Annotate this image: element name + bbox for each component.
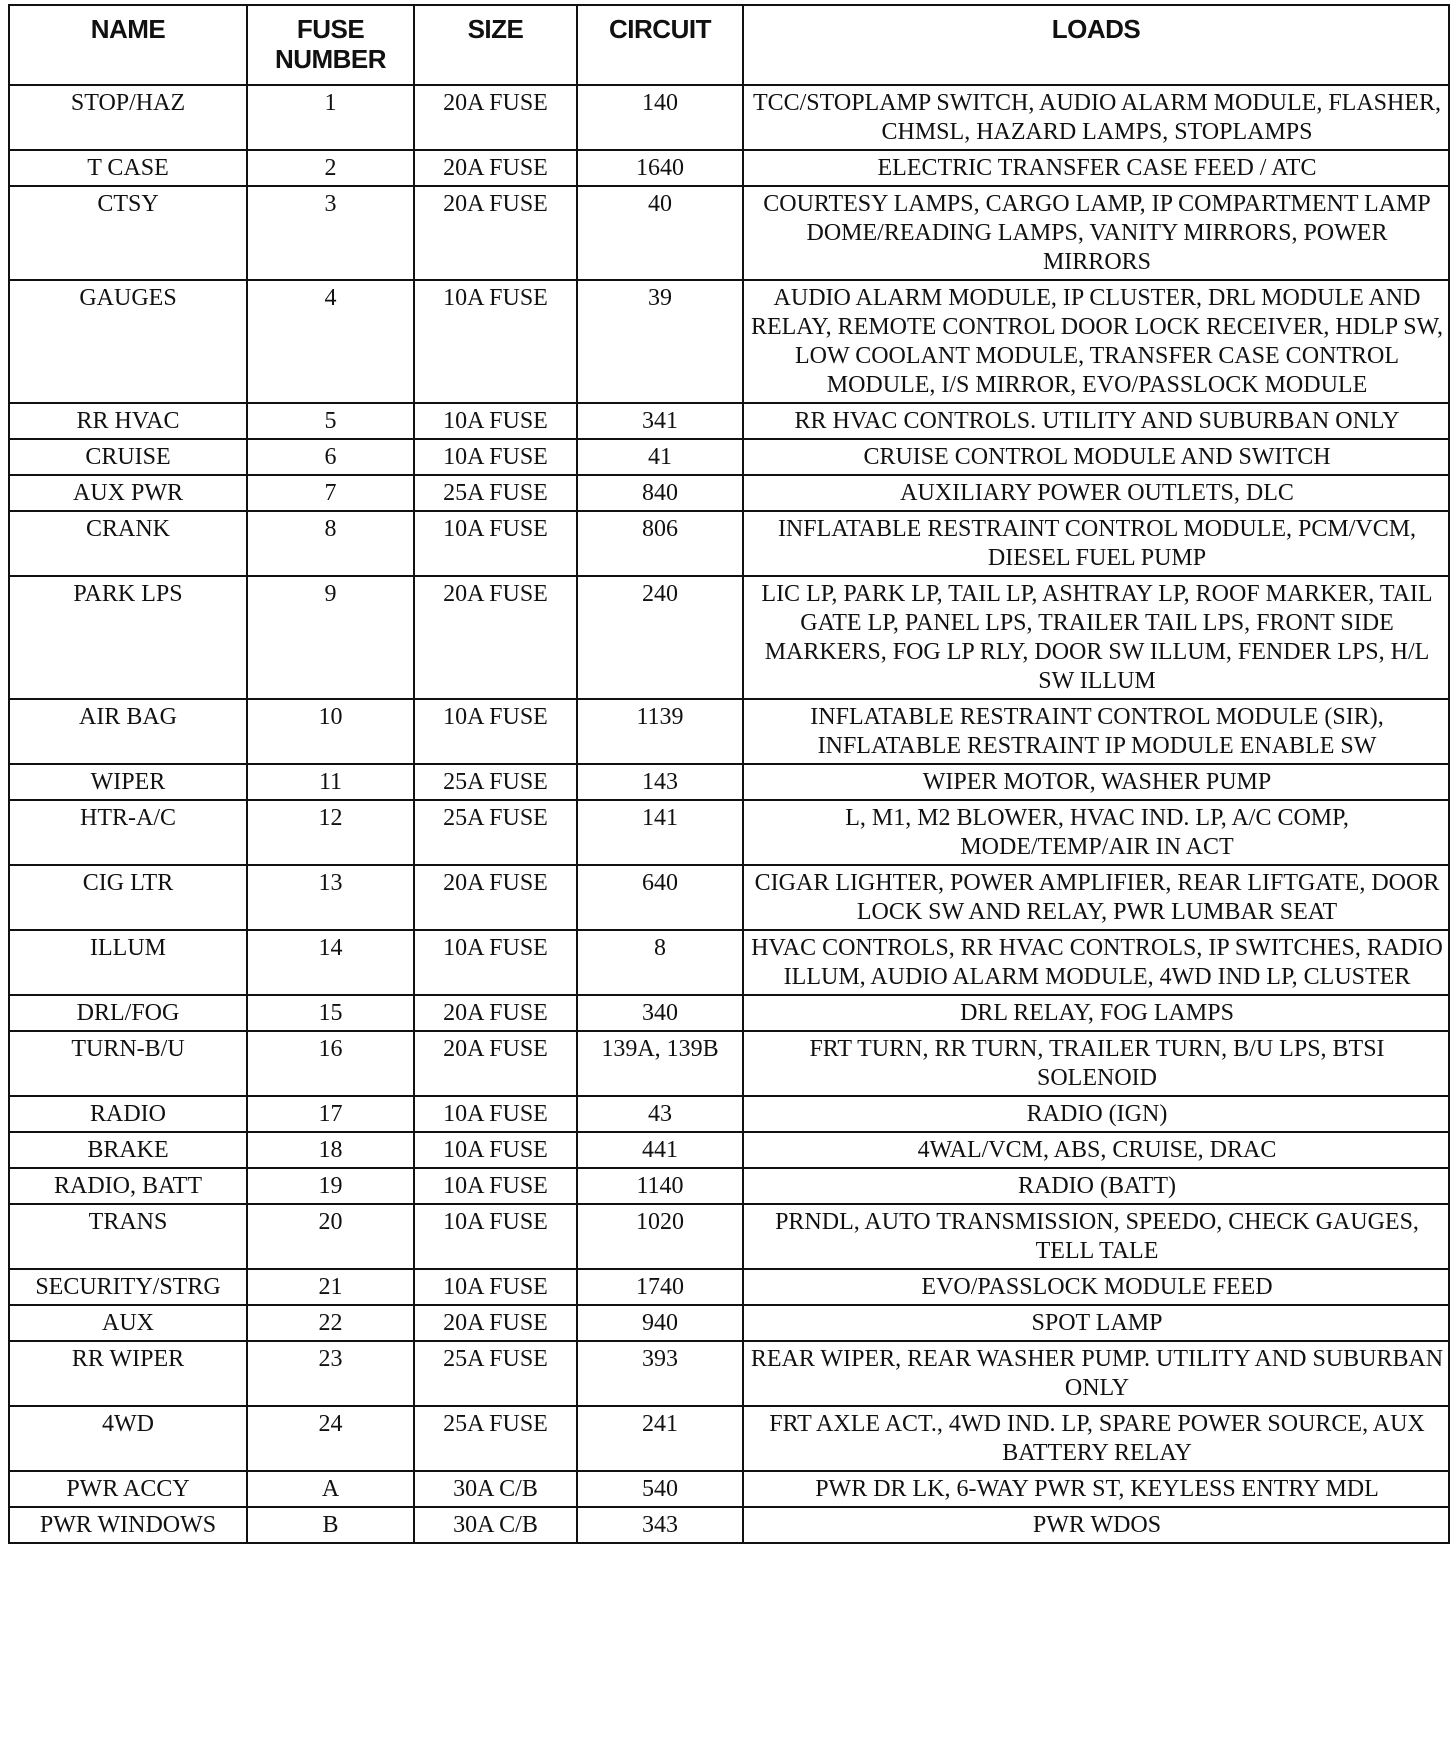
cell-size: 20A FUSE bbox=[414, 186, 577, 280]
cell-size: 30A C/B bbox=[414, 1507, 577, 1543]
cell-fuse-number: 4 bbox=[247, 280, 414, 403]
cell-loads: CIGAR LIGHTER, POWER AMPLIFIER, REAR LIFTGATE, DOOR LOCK SW AND RELAY, PWR LUMBAR SEAT bbox=[743, 865, 1449, 930]
cell-circuit: 240 bbox=[577, 576, 743, 699]
cell-name: PWR ACCY bbox=[9, 1471, 247, 1507]
cell-loads: COURTESY LAMPS, CARGO LAMP, IP COMPARTMENT LAMP DOME/READING LAMPS, VANITY MIRRORS, POWER MIRRORS bbox=[743, 186, 1449, 280]
cell-fuse-number: 21 bbox=[247, 1269, 414, 1305]
cell-loads: HVAC CONTROLS, RR HVAC CONTROLS, IP SWITCHES, RADIO ILLUM, AUDIO ALARM MODULE, 4WD IND LP, CLUSTER bbox=[743, 930, 1449, 995]
cell-circuit: 940 bbox=[577, 1305, 743, 1341]
cell-circuit: 806 bbox=[577, 511, 743, 576]
table-row bbox=[9, 1132, 1449, 1168]
cell-name: CTSY bbox=[9, 186, 247, 280]
table-row bbox=[9, 865, 1449, 930]
cell-name: CRUISE bbox=[9, 439, 247, 475]
cell-fuse-number: 5 bbox=[247, 403, 414, 439]
table-row bbox=[9, 439, 1449, 475]
cell-size: 25A FUSE bbox=[414, 1406, 577, 1471]
cell-fuse-number: 17 bbox=[247, 1096, 414, 1132]
cell-fuse-number: 23 bbox=[247, 1341, 414, 1406]
cell-name: AUX bbox=[9, 1305, 247, 1341]
table-row bbox=[9, 930, 1449, 995]
cell-circuit: 540 bbox=[577, 1471, 743, 1507]
cell-name: RR HVAC bbox=[9, 403, 247, 439]
cell-fuse-number: B bbox=[247, 1507, 414, 1543]
cell-loads: CRUISE CONTROL MODULE AND SWITCH bbox=[743, 439, 1449, 475]
table-row bbox=[9, 1406, 1449, 1471]
cell-circuit: 43 bbox=[577, 1096, 743, 1132]
cell-circuit: 40 bbox=[577, 186, 743, 280]
cell-size: 10A FUSE bbox=[414, 511, 577, 576]
cell-name: RADIO, BATT bbox=[9, 1168, 247, 1204]
cell-size: 10A FUSE bbox=[414, 1204, 577, 1269]
cell-loads: WIPER MOTOR, WASHER PUMP bbox=[743, 764, 1449, 800]
cell-fuse-number: 1 bbox=[247, 85, 414, 150]
table-row bbox=[9, 995, 1449, 1031]
cell-circuit: 341 bbox=[577, 403, 743, 439]
cell-fuse-number: 19 bbox=[247, 1168, 414, 1204]
cell-fuse-number: 15 bbox=[247, 995, 414, 1031]
cell-size: 10A FUSE bbox=[414, 403, 577, 439]
cell-fuse-number: 12 bbox=[247, 800, 414, 865]
cell-loads: TCC/STOPLAMP SWITCH, AUDIO ALARM MODULE, FLASHER, CHMSL, HAZARD LAMPS, STOPLAMPS bbox=[743, 85, 1449, 150]
header-name: NAME bbox=[9, 5, 247, 85]
table-row bbox=[9, 1204, 1449, 1269]
cell-circuit: 141 bbox=[577, 800, 743, 865]
cell-loads: AUXILIARY POWER OUTLETS, DLC bbox=[743, 475, 1449, 511]
cell-fuse-number: 24 bbox=[247, 1406, 414, 1471]
cell-name: GAUGES bbox=[9, 280, 247, 403]
cell-name: TURN-B/U bbox=[9, 1031, 247, 1096]
header-fuse-number: FUSE NUMBER bbox=[247, 5, 414, 85]
cell-name: PWR WINDOWS bbox=[9, 1507, 247, 1543]
cell-loads: 4WAL/VCM, ABS, CRUISE, DRAC bbox=[743, 1132, 1449, 1168]
cell-loads: REAR WIPER, REAR WASHER PUMP. UTILITY AND SUBURBAN ONLY bbox=[743, 1341, 1449, 1406]
cell-loads: DRL RELAY, FOG LAMPS bbox=[743, 995, 1449, 1031]
table-row bbox=[9, 85, 1449, 150]
cell-size: 10A FUSE bbox=[414, 439, 577, 475]
cell-fuse-number: 22 bbox=[247, 1305, 414, 1341]
cell-name: HTR-A/C bbox=[9, 800, 247, 865]
table-row bbox=[9, 186, 1449, 280]
table-row bbox=[9, 1305, 1449, 1341]
table-row bbox=[9, 403, 1449, 439]
cell-name: RADIO bbox=[9, 1096, 247, 1132]
cell-loads: PWR DR LK, 6-WAY PWR ST, KEYLESS ENTRY MDL bbox=[743, 1471, 1449, 1507]
cell-size: 30A C/B bbox=[414, 1471, 577, 1507]
cell-circuit: 1740 bbox=[577, 1269, 743, 1305]
cell-circuit: 1640 bbox=[577, 150, 743, 186]
cell-size: 10A FUSE bbox=[414, 280, 577, 403]
table-row bbox=[9, 280, 1449, 403]
cell-circuit: 343 bbox=[577, 1507, 743, 1543]
cell-size: 25A FUSE bbox=[414, 475, 577, 511]
cell-fuse-number: 14 bbox=[247, 930, 414, 995]
cell-loads: FRT AXLE ACT., 4WD IND. LP, SPARE POWER SOURCE, AUX BATTERY RELAY bbox=[743, 1406, 1449, 1471]
cell-circuit: 143 bbox=[577, 764, 743, 800]
cell-size: 20A FUSE bbox=[414, 995, 577, 1031]
cell-loads: L, M1, M2 BLOWER, HVAC IND. LP, A/C COMP, MODE/TEMP/AIR IN ACT bbox=[743, 800, 1449, 865]
table-row bbox=[9, 1031, 1449, 1096]
cell-name: CRANK bbox=[9, 511, 247, 576]
cell-loads: EVO/PASSLOCK MODULE FEED bbox=[743, 1269, 1449, 1305]
cell-size: 20A FUSE bbox=[414, 85, 577, 150]
cell-size: 20A FUSE bbox=[414, 1305, 577, 1341]
cell-name: ILLUM bbox=[9, 930, 247, 995]
table-header bbox=[9, 5, 1449, 85]
cell-loads: INFLATABLE RESTRAINT CONTROL MODULE (SIR), INFLATABLE RESTRAINT IP MODULE ENABLE SW bbox=[743, 699, 1449, 764]
cell-size: 25A FUSE bbox=[414, 1341, 577, 1406]
cell-loads: INFLATABLE RESTRAINT CONTROL MODULE, PCM/VCM, DIESEL FUEL PUMP bbox=[743, 511, 1449, 576]
cell-loads: LIC LP, PARK LP, TAIL LP, ASHTRAY LP, ROOF MARKER, TAIL GATE LP, PANEL LPS, TRAILER TAIL LPS, FRONT SIDE MARKERS, FOG LP RLY, DOOR SW ILLUM, FENDER LPS, H/L SW ILLUM bbox=[743, 576, 1449, 699]
cell-name: BRAKE bbox=[9, 1132, 247, 1168]
header-row bbox=[9, 5, 1449, 85]
cell-circuit: 441 bbox=[577, 1132, 743, 1168]
cell-size: 25A FUSE bbox=[414, 764, 577, 800]
cell-fuse-number: 3 bbox=[247, 186, 414, 280]
table-row bbox=[9, 150, 1449, 186]
cell-size: 10A FUSE bbox=[414, 699, 577, 764]
cell-fuse-number: 16 bbox=[247, 1031, 414, 1096]
cell-size: 25A FUSE bbox=[414, 800, 577, 865]
table-row bbox=[9, 764, 1449, 800]
cell-size: 20A FUSE bbox=[414, 865, 577, 930]
cell-name: WIPER bbox=[9, 764, 247, 800]
cell-circuit: 1140 bbox=[577, 1168, 743, 1204]
table-row bbox=[9, 1471, 1449, 1507]
cell-circuit: 241 bbox=[577, 1406, 743, 1471]
cell-size: 10A FUSE bbox=[414, 1269, 577, 1305]
cell-circuit: 1020 bbox=[577, 1204, 743, 1269]
cell-name: RR WIPER bbox=[9, 1341, 247, 1406]
cell-name: AUX PWR bbox=[9, 475, 247, 511]
cell-name: AIR BAG bbox=[9, 699, 247, 764]
header-loads: LOADS bbox=[743, 5, 1449, 85]
cell-circuit: 340 bbox=[577, 995, 743, 1031]
cell-fuse-number: 10 bbox=[247, 699, 414, 764]
cell-loads: PRNDL, AUTO TRANSMISSION, SPEEDO, CHECK GAUGES, TELL TALE bbox=[743, 1204, 1449, 1269]
cell-circuit: 840 bbox=[577, 475, 743, 511]
cell-size: 10A FUSE bbox=[414, 1096, 577, 1132]
cell-loads: AUDIO ALARM MODULE, IP CLUSTER, DRL MODULE AND RELAY, REMOTE CONTROL DOOR LOCK RECEIVER, HDLP SW, LOW COOLANT MODULE, TRANSFER CASE CONTROL MODULE, I/S MIRROR, EVO/PASSLOCK MODULE bbox=[743, 280, 1449, 403]
table-row bbox=[9, 1096, 1449, 1132]
cell-fuse-number: 6 bbox=[247, 439, 414, 475]
cell-size: 10A FUSE bbox=[414, 1168, 577, 1204]
cell-circuit: 39 bbox=[577, 280, 743, 403]
cell-fuse-number: 9 bbox=[247, 576, 414, 699]
cell-name: SECURITY/STRG bbox=[9, 1269, 247, 1305]
table-row bbox=[9, 1507, 1449, 1543]
cell-name: TRANS bbox=[9, 1204, 247, 1269]
cell-circuit: 393 bbox=[577, 1341, 743, 1406]
fuse-table-page bbox=[8, 4, 1448, 1544]
cell-size: 10A FUSE bbox=[414, 1132, 577, 1168]
cell-loads: ELECTRIC TRANSFER CASE FEED / ATC bbox=[743, 150, 1449, 186]
table-row bbox=[9, 1341, 1449, 1406]
cell-circuit: 8 bbox=[577, 930, 743, 995]
cell-circuit: 640 bbox=[577, 865, 743, 930]
cell-name: 4WD bbox=[9, 1406, 247, 1471]
cell-circuit: 41 bbox=[577, 439, 743, 475]
cell-size: 10A FUSE bbox=[414, 930, 577, 995]
table-row bbox=[9, 1269, 1449, 1305]
cell-circuit: 139A, 139B bbox=[577, 1031, 743, 1096]
cell-name: PARK LPS bbox=[9, 576, 247, 699]
table-row bbox=[9, 699, 1449, 764]
fuse-table bbox=[8, 4, 1450, 1544]
cell-loads: SPOT LAMP bbox=[743, 1305, 1449, 1341]
cell-loads: RADIO (BATT) bbox=[743, 1168, 1449, 1204]
table-row bbox=[9, 511, 1449, 576]
cell-name: DRL/FOG bbox=[9, 995, 247, 1031]
cell-circuit: 1139 bbox=[577, 699, 743, 764]
cell-fuse-number: 2 bbox=[247, 150, 414, 186]
cell-name: T CASE bbox=[9, 150, 247, 186]
cell-name: STOP/HAZ bbox=[9, 85, 247, 150]
table-row bbox=[9, 1168, 1449, 1204]
cell-fuse-number: 18 bbox=[247, 1132, 414, 1168]
table-body bbox=[9, 85, 1449, 1543]
table-row bbox=[9, 576, 1449, 699]
cell-loads: FRT TURN, RR TURN, TRAILER TURN, B/U LPS, BTSI SOLENOID bbox=[743, 1031, 1449, 1096]
cell-loads: RR HVAC CONTROLS. UTILITY AND SUBURBAN ONLY bbox=[743, 403, 1449, 439]
table-row bbox=[9, 800, 1449, 865]
table-row bbox=[9, 475, 1449, 511]
cell-fuse-number: 11 bbox=[247, 764, 414, 800]
cell-size: 20A FUSE bbox=[414, 1031, 577, 1096]
cell-name: CIG LTR bbox=[9, 865, 247, 930]
header-size: SIZE bbox=[414, 5, 577, 85]
cell-fuse-number: 20 bbox=[247, 1204, 414, 1269]
cell-circuit: 140 bbox=[577, 85, 743, 150]
cell-fuse-number: A bbox=[247, 1471, 414, 1507]
header-circuit: CIRCUIT bbox=[577, 5, 743, 85]
cell-fuse-number: 8 bbox=[247, 511, 414, 576]
cell-fuse-number: 13 bbox=[247, 865, 414, 930]
cell-size: 20A FUSE bbox=[414, 576, 577, 699]
cell-loads: PWR WDOS bbox=[743, 1507, 1449, 1543]
cell-fuse-number: 7 bbox=[247, 475, 414, 511]
cell-size: 20A FUSE bbox=[414, 150, 577, 186]
cell-loads: RADIO (IGN) bbox=[743, 1096, 1449, 1132]
